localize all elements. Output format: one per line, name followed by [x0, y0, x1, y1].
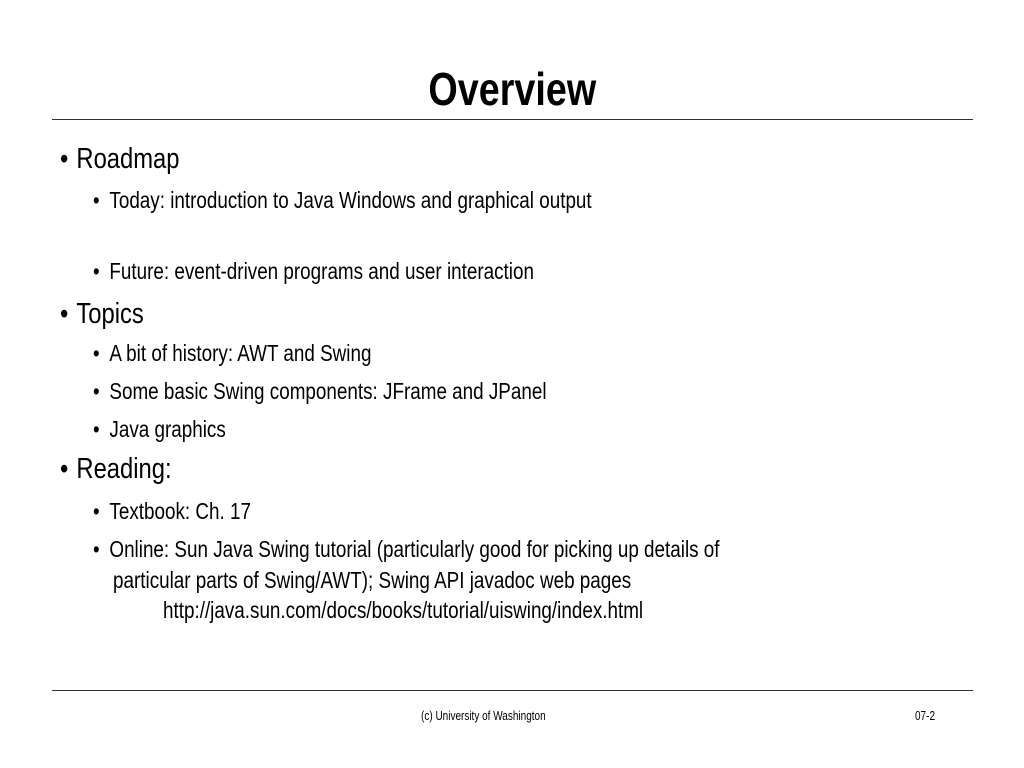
- footer-copyright: (c) University of Washington: [421, 709, 546, 723]
- tutorial-url[interactable]: http://java.sun.com/docs/books/tutorial/uiswing/index.html: [163, 597, 644, 623]
- sub-bullet: • Some basic Swing components: JFrame and JPanel: [93, 378, 547, 404]
- sub-bullet: • Today: introduction to Java Windows and graphical output: [93, 187, 592, 213]
- sub-bullet: • Java graphics: [93, 416, 226, 442]
- bullet-roadmap: • Roadmap: [60, 143, 180, 175]
- slide-title: Overview: [428, 63, 596, 115]
- slide-number: 07-2: [915, 709, 936, 723]
- bullet-reading: • Reading:: [60, 453, 172, 485]
- sub-bullet: • A bit of history: AWT and Swing: [93, 340, 372, 366]
- footer-divider: [52, 690, 973, 691]
- sub-bullet: • Textbook: Ch. 17: [93, 498, 251, 524]
- bullet-topics: • Topics: [60, 298, 144, 330]
- sub-bullet: • Future: event-driven programs and user interaction: [93, 258, 534, 284]
- sub-bullet: • Online: Sun Java Swing tutorial (particularly good for picking up details of: [93, 536, 720, 562]
- title-divider: [52, 119, 973, 120]
- sub-bullet-continuation: particular parts of Swing/AWT); Swing API javadoc web pages: [113, 567, 632, 593]
